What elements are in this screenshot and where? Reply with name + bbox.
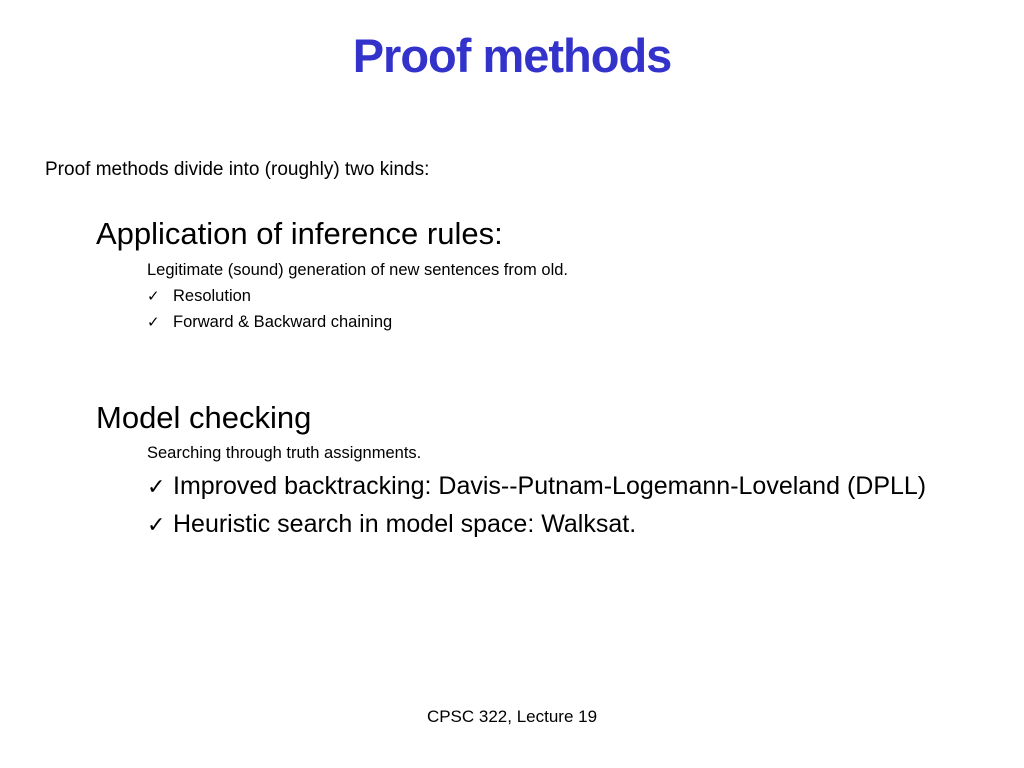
section-heading-model-checking: Model checking: [96, 400, 312, 435]
checkmark-icon: ✓: [147, 287, 160, 305]
list-item-walksat: [147, 508, 636, 542]
intro-text: Proof methods divide into (roughly) two kinds:: [45, 159, 430, 180]
section-heading-inference-rules: Application of inference rules:: [96, 216, 503, 251]
list-item-label: Forward & Backward chaining: [173, 313, 393, 331]
list-item-chaining: [147, 311, 392, 333]
section-description-model-checking: Searching through truth assignments.: [147, 444, 422, 462]
checkmark-icon: ✓: [147, 475, 166, 500]
list-item-resolution: [147, 285, 251, 307]
list-item-label: Improved backtracking: Davis--Putnam-Logemann-Loveland (DPLL): [173, 472, 927, 500]
slide-title: Proof methods: [352, 29, 672, 82]
list-item-label: Resolution: [173, 287, 251, 305]
list-item-dpll: [147, 470, 1024, 504]
checkmark-icon: ✓: [147, 513, 166, 538]
slide-footer: CPSC 322, Lecture 19: [426, 707, 598, 726]
checkmark-icon: ✓: [147, 313, 160, 331]
list-item-label: Heuristic search in model space: Walksat.: [173, 510, 637, 538]
section-description-inference-rules: Legitimate (sound) generation of new sentences from old.: [147, 261, 568, 279]
